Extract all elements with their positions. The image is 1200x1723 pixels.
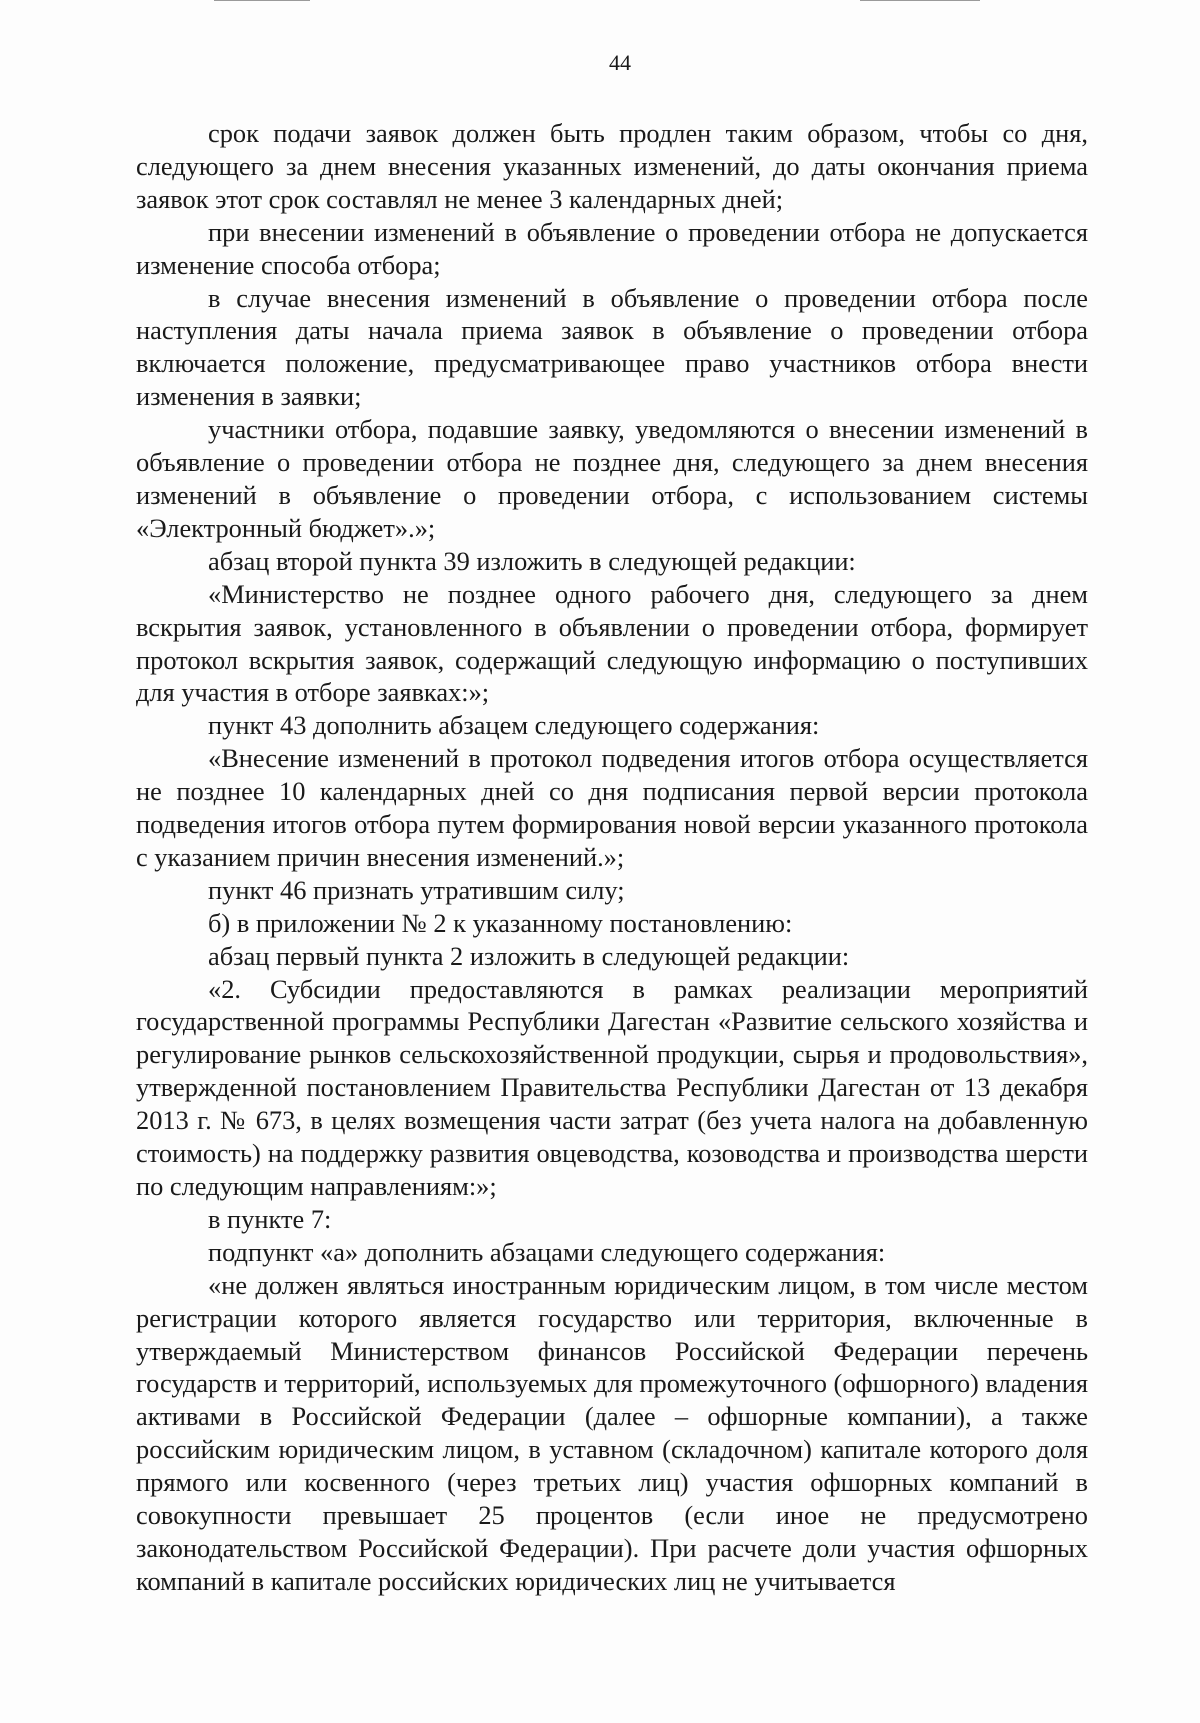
page-number: 44 [609,50,631,75]
document-body [136,117,1088,1598]
paragraph: участники отбора, подавшие заявку, уведомляются о внесении изменений в объявление о проведении отбора не позднее дня, следующего за днем внесения изменений в объявление о проведении отбора, с использованием системы «Электронный бюджет».»; [136,414,1088,543]
paragraph: пункт 43 дополнить абзацем следующего содержания: [208,710,820,741]
paragraph: срок подачи заявок должен быть продлен таким образом, чтобы со дня, следующего за днем внесения указанных изменений, до даты окончания приема заявок этот срок составлял не менее 3 календарных дней; [136,118,1088,214]
top-edge-line [214,0,310,1]
paragraph: при внесении изменений в объявление о проведении отбора не допускается изменение способа отбора; [136,216,1088,280]
paragraph: в пункте 7: [208,1203,332,1234]
paragraph: б) в приложении № 2 к указанному постановлению: [208,907,793,938]
paragraph: абзац второй пункта 39 изложить в следующей редакции: [208,545,856,576]
paragraph: в случае внесения изменений в объявление о проведении отбора после наступления даты начала приема заявок в объявление о проведении отбора включается положение, предусматривающее право участников отбора внести изменения в заявки; [136,282,1088,412]
paragraph: пункт 46 признать утратившим силу; [208,874,625,905]
paragraph: «Внесение изменений в протокол подведения итогов отбора осуществляется не позднее 10 календарных дней со дня подписания первой версии протокола подведения итогов отбора путем формирования новой версии указанного протокола с указанием причин внесения изменений.»; [136,743,1088,872]
paragraph: «2. Субсидии предоставляются в рамках реализации мероприятий государственной программы Республики Дагестан «Развитие сельского хозяйства и регулирование рынков сельскохозяйственной продукции, сырья и продовольствия», утвержденной постановлением Правительства Республики Дагестан от 13 декабря 2013 г. № 673, в целях возмещения части затрат (без учета налога на добавленную стоимость) на поддержку развития овцеводства, козоводства и производства шерсти по следующим направлениям:»; [136,973,1088,1201]
paragraph: подпункт «а» дополнить абзацами следующего содержания: [208,1236,886,1267]
paragraph: «Министерство не позднее одного рабочего дня, следующего за днем вскрытия заявок, установленного в объявлении о проведении отбора, формирует протокол вскрытия заявок, содержащий следующую информацию о поступивших для участия в отборе заявках:»; [136,578,1088,708]
paragraph: абзац первый пункта 2 изложить в следующей редакции: [208,940,850,971]
top-edge-line [860,0,980,1]
paragraph: «не должен являться иностранным юридическим лицом, в том числе местом регистрации которого является государство или территория, включенные в утверждаемый Министерством финансов Российской Федерации перечень государств и территорий, используемых для промежуточного (офшорного) владения активами в Российской Федерации (далее – офшорные компании), а также российским юридическим лицом, в уставном (складочном) капитале которого доля прямого или косвенного (через третьих лиц) участия офшорных компаний в совокупности превышает 25 процентов (если иное не предусмотрено законодательством Российской Федерации). При расчете доли участия офшорных компаний в капитале российских юридических лиц не учитывается [136,1269,1088,1596]
